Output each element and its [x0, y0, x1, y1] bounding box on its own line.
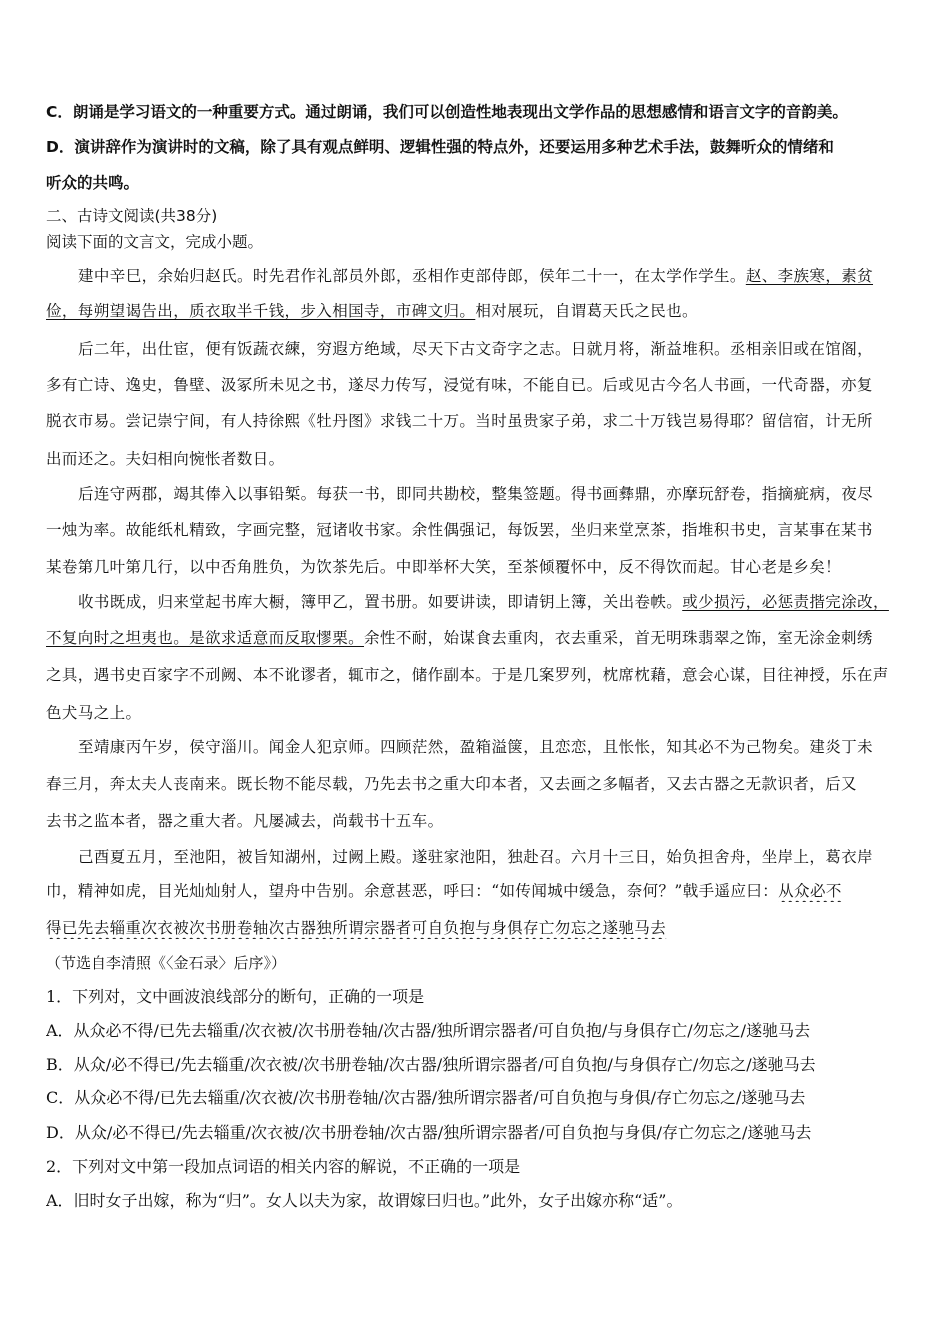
- passage-line: [78, 265, 908, 287]
- underlined-sentence: 赵、李族寒，素贫: [745, 267, 874, 285]
- section-heading: 二、古诗文阅读(共38分): [46, 207, 218, 225]
- question-2-option-a: A．旧时女子出嫁，称为“归”。女人以夫为家，故谓嫁曰归也。”此外，女子出嫁亦称“适”。: [46, 1191, 683, 1210]
- section-instruction: 阅读下面的文言文，完成小题。: [46, 233, 264, 251]
- passage-line: 春三月，奔太夫人丧南来。既长物不能尽载，乃先去书之重大印本者，又去画之多幅者，又去古器之无款识者，后又: [46, 775, 857, 793]
- passage-line: 脱衣市易。尝记崇宁间，有人持徐熙《牡丹图》求钱二十万。当时虽贵家子弟，求二十万钱岂易得耶？留信宿，计无所: [46, 412, 873, 430]
- passage-line: 一烛为率。故能纸札精致，字画完整，冠诸收书家。余性偶强记，每饭罢，坐归来堂烹茶，指堆积书史，言某事在某书: [46, 521, 873, 539]
- passage-line: 己酉夏五月，至池阳，被旨知湖州，过阙上殿。遂驻家池阳，独赴召。六月十三日，始负担舍舟，坐岸上，葛衣岸: [78, 848, 874, 866]
- wavy-underlined-text: 得已先去辎重次衣被次书册卷轴次古器独所谓宗器者可自负抱与身俱存亡勿忘之遂驰马去: [46, 919, 667, 937]
- underlined-sentence: 不复向时之坦夷也。是欲求适意而反取憀栗。: [46, 629, 365, 647]
- passage-line: 至靖康丙午岁，侯守淄川。闻金人犯京师。四顾茫然，盈箱溢箧，且恋恋，且怅怅，知其必不为己物矣。建炎丁未: [78, 738, 874, 756]
- option-d-continuation: 听众的共鸣。: [46, 174, 140, 192]
- passage-line: 后二年，出仕宦，便有饭蔬衣練，穷遐方绝域，尽天下古文奇字之志。日就月将，渐益堆积。丞相亲旧或在馆阁，: [78, 340, 874, 358]
- question-1-stem: 1．下列对，文中画波浪线部分的断句，正确的一项是: [46, 987, 425, 1006]
- passage-text: 建中辛巳，余始归赵氏。时先君作礼部员外郎，丞相作吏部侍郎，侯年二十一，在太学作学生。: [78, 267, 746, 285]
- passage-text: 收书既成，归来堂起书库大橱，簿甲乙，置书册。如要讲读，即请钥上簿，关出卷帙。: [78, 593, 683, 611]
- passage-text: 余性不耐，始谋食去重肉，衣去重采，首无明珠翡翠之饰，室无涂金刺绣: [364, 629, 873, 647]
- passage-line: 色犬马之上。: [46, 704, 142, 722]
- passage-text: 相对展玩，自谓葛天氏之民也。: [475, 302, 698, 320]
- passage-line: [46, 917, 906, 939]
- underlined-sentence: 俭，每朔望谒告出，质衣取半千钱，步入相国寺，市碑文归。: [46, 302, 476, 320]
- passage-line: 某卷第几叶第几行，以中否角胜负，为饮茶先后。中即举杯大笑，至茶倾覆怀中，反不得饮而起。甘心老是乡矣！: [46, 558, 842, 576]
- passage-line: 去书之监本者，器之重大者。凡屡减去，尚载书十五车。: [46, 812, 444, 830]
- passage-line: [46, 627, 906, 649]
- passage-line: 后连守两郡，竭其俸入以事铅椠。每获一书，即同共勘校，整集签题。得书画彝鼎，亦摩玩舒卷，指摘疵病，夜尽: [78, 485, 874, 503]
- passage-line: [46, 880, 906, 902]
- option-d-text: D．演讲辞作为演讲时的文稿，除了具有观点鲜明、逻辑性强的特点外，还要运用多种艺术手法，鼓舞听众的情绪和: [46, 138, 834, 156]
- underlined-sentence: 或少损污，必惩责揩完涂改，: [682, 593, 889, 611]
- passage-line: 之具，遇书史百家字不刓阙、本不讹谬者，辄市之，储作副本。于是几案罗列，枕席枕藉，意会心谋，目往神授，乐在声: [46, 666, 889, 684]
- passage-line: 多有亡诗、逸史，鲁壁、汲冢所未见之书，遂尽力传写，浸觉有味，不能自已。后或见古今名人书画，一代奇器，亦复: [46, 376, 873, 394]
- question-1-option-b: B．从众/必不得已/先去辎重/次衣被/次书册卷轴/次古器/独所谓宗器者/可自负抱/与身俱存亡/勿忘之/遂驰马去: [46, 1055, 816, 1074]
- question-1-option-a: A．从众必不得/已先去辎重/次衣被/次书册卷轴/次古器/独所谓宗器者/可自负抱/与身俱存亡/勿忘之/遂驰马去: [46, 1021, 811, 1040]
- option-c-text: C．朗诵是学习语文的一种重要方式。通过朗诵，我们可以创造性地表现出文学作品的思想感情和语言文字的音韵美。: [46, 103, 848, 121]
- question-2-stem: 2．下列对文中第一段加点词语的相关内容的解说，不正确的一项是: [46, 1157, 521, 1176]
- passage-line: [78, 591, 938, 613]
- question-1-option-d: D．从众/必不得已/先去辎重/次衣被/次书册卷轴/次古器/独所谓宗器者/可自负抱与身俱/存亡勿忘之/遂驰马去: [46, 1123, 812, 1142]
- passage-source: （节选自李清照《〈金石录〉后序》）: [46, 954, 287, 972]
- wavy-underlined-text: 从众必不: [778, 882, 842, 900]
- passage-line: [46, 300, 906, 322]
- passage-line: 出而还之。夫妇相向惋怅者数日。: [46, 450, 285, 468]
- question-1-option-c: C．从众必不得/已先去辎重/次衣被/次书册卷轴/次古器/独所谓宗器者/可自负抱与身俱/存亡勿忘之/遂驰马去: [46, 1088, 806, 1107]
- passage-text: 巾，精神如虎，目光灿灿射人，望舟中告别。余意甚恶，呼曰：“如传闻城中缓急，奈何？”戟手遥应曰：: [46, 882, 779, 900]
